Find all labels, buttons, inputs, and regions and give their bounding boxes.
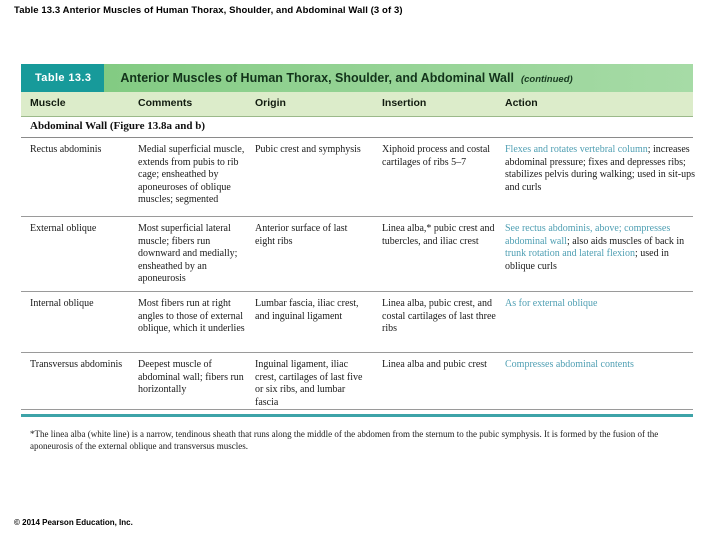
cell-insertion: Linea alba and pubic crest: [382, 359, 487, 370]
cell-comments: Deepest muscle of abdominal wall; fibers run horizontally: [138, 359, 244, 396]
cell-muscle: Rectus abdominis: [30, 144, 102, 155]
table-bottom-rule: [21, 414, 693, 417]
cell-insertion: Xiphoid process and costal cartilages of ribs 5–7: [382, 144, 491, 168]
table-row: [21, 353, 693, 410]
table-title: [104, 64, 572, 92]
table-footnote: *The linea alba (white line) is a narrow, tendinous sheath that runs along the middle of the abdomen from the sternum to the pubic symphysis. It is formed by the fusion of the aponeurosis of the external oblique and transversus muscles.: [30, 429, 659, 451]
table-row: [21, 138, 693, 217]
cell-origin: Anterior surface of last eight ribs: [255, 223, 348, 247]
cell-insertion: Linea alba,* pubic crest and tubercles, and iliac crest: [382, 223, 495, 247]
cell-action: See rectus abdominis, above; compresses abdominal wall; also aids muscles of back in trunk rotation and lateral flexion; used in oblique curls: [505, 223, 685, 272]
table-banner: [21, 64, 693, 92]
cell-origin: Inguinal ligament, iliac crest, cartilages of last five or six ribs, and lumbar fascia: [255, 359, 363, 408]
cell-muscle: Internal oblique: [30, 298, 94, 309]
column-header-muscle: Muscle: [30, 97, 66, 109]
section-header-label: Abdominal Wall (Figure 13.8a and b): [30, 120, 206, 132]
cell-insertion: Linea alba, pubic crest, and costal cartilages of last three ribs: [382, 298, 496, 335]
cell-muscle: External oblique: [30, 223, 97, 234]
cell-action: Flexes and rotates vertebral column; increases abdominal pressure; fixes and depresses ribs; stabilizes pelvis during walking; used in sit-ups and curls: [505, 144, 695, 193]
cell-origin: Lumbar fascia, iliac crest, and inguinal ligament: [255, 298, 359, 322]
table-continued-label: (continued): [520, 73, 573, 85]
column-header-row: [21, 92, 693, 117]
table-number-badge: Table 13.3: [21, 64, 104, 92]
column-header-action: Action: [505, 97, 538, 109]
section-header-abdominal-wall: [21, 117, 693, 138]
table-row: [21, 292, 693, 353]
slide-title: Table 13.3 Anterior Muscles of Human Thorax, Shoulder, and Abdominal Wall (3 of 3): [14, 5, 403, 16]
cell-comments: Medial superficial muscle, extends from pubis to rib cage; ensheathed by aponeuroses of oblique muscles; segmented: [138, 144, 245, 206]
cell-origin: Pubic crest and symphysis: [255, 144, 361, 155]
column-header-origin: Origin: [255, 97, 286, 109]
cell-comments: Most fibers run at right angles to those of external oblique, which it underlies: [138, 298, 245, 335]
copyright-notice: © 2014 Pearson Education, Inc.: [14, 518, 133, 527]
column-header-comments: Comments: [138, 97, 193, 109]
cell-action: Compresses abdominal contents: [505, 359, 634, 370]
table-row: [21, 217, 693, 292]
cell-muscle: Transversus abdominis: [30, 359, 123, 370]
column-header-insertion: Insertion: [382, 97, 427, 109]
table-title-text: Anterior Muscles of Human Thorax, Shoulder, and Abdominal Wall: [120, 71, 514, 85]
table-13-3: [21, 64, 693, 452]
cell-action: As for external oblique: [505, 298, 598, 309]
cell-comments: Most superficial lateral muscle; fibers run downward and medially; ensheathed by an aponeurosis: [138, 223, 238, 285]
